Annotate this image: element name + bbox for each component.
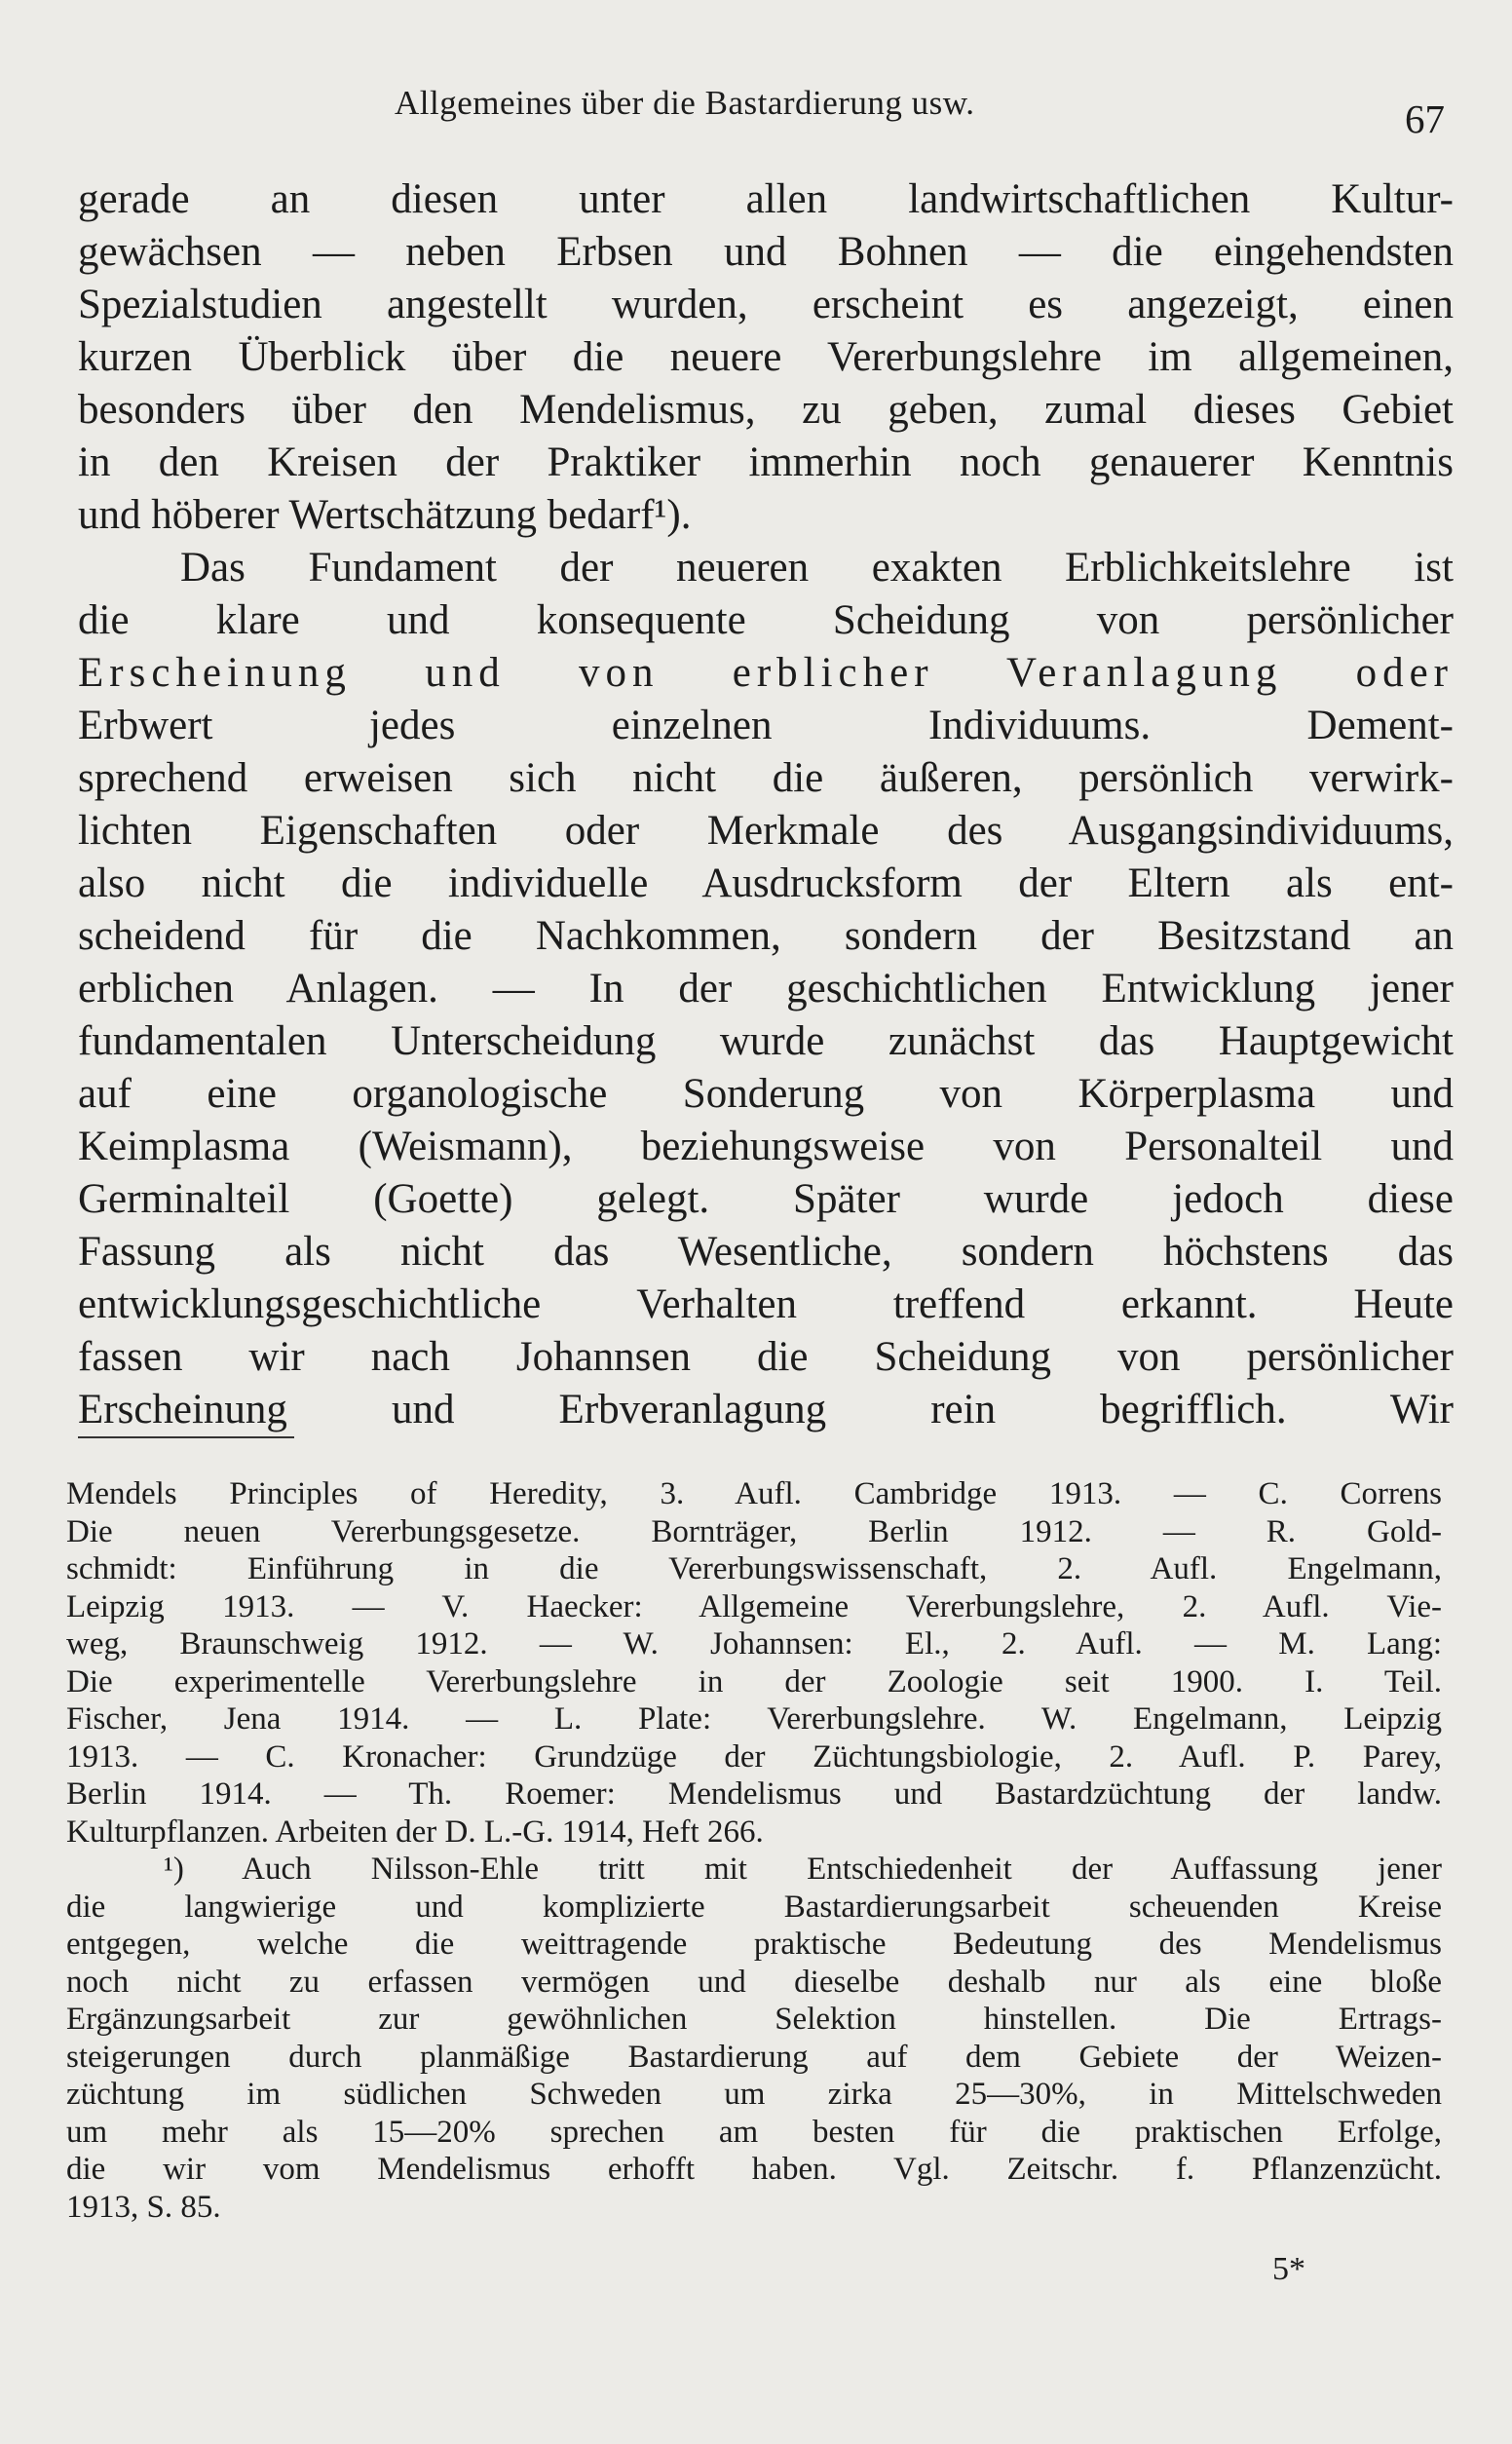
footnote-line: Die neuen Vererbungsgesetze. Bornträger, Berlin 1912. — R. Gold- — [66, 1513, 1442, 1549]
text-line: und höberer Wertschätzung bedarf¹). — [78, 492, 692, 538]
text-line: Erscheinung und Erbveranlagung rein begrifflich. Wir — [78, 1387, 1454, 1432]
text-line: fundamentalen Unterscheidung wurde zunächst das Hauptgewicht — [78, 1018, 1454, 1064]
footnote-line: weg, Braunschweig 1912. — W. Johannsen: El., 2. Aufl. — M. Lang: — [66, 1626, 1442, 1661]
footnote-line: 1913, S. 85. — [66, 2189, 221, 2225]
text-line: scheidend für die Nachkommen, sondern der Besitzstand an — [78, 913, 1454, 959]
main-text — [78, 173, 1454, 1436]
footnote-line: Fischer, Jena 1914. — L. Plate: Vererbungslehre. W. Engelmann, Leipzig — [66, 1701, 1442, 1737]
footnote-line: Leipzig 1913. — V. Haecker: Allgemeine Vererbungslehre, 2. Aufl. Vie- — [66, 1588, 1442, 1624]
text-line: Das Fundament der neueren exakten Erblichkeitslehre ist — [180, 545, 1454, 591]
footnote-line: ¹) Auch Nilsson-Ehle tritt mit Entschiedenheit der Auffassung jener — [164, 1852, 1442, 1887]
text-line: Fassung als nicht das Wesentliche, sondern höchstens das — [78, 1229, 1454, 1275]
text-line: fassen wir nach Johannsen die Scheidung von persönlicher — [78, 1334, 1454, 1380]
footnote-line: Kulturpflanzen. Arbeiten der D. L.-G. 1914, Heft 266. — [66, 1814, 764, 1850]
running-title: Allgemeines über die Bastardierung usw. — [395, 84, 975, 122]
footnote-line: entgegen, welche die weittragende praktische Bedeutung des Mendelismus — [66, 1927, 1442, 1962]
text-line: entwicklungsgeschichtliche Verhalten treffend erkannt. Heute — [78, 1281, 1454, 1327]
text-line: in den Kreisen der Praktiker immerhin noch genauerer Kenntnis — [78, 439, 1454, 485]
footnote-line: Mendels Principles of Heredity, 3. Aufl. Cambridge 1913. — C. Correns — [66, 1476, 1442, 1511]
text-line: auf eine organologische Sonderung von Körperplasma und — [78, 1071, 1454, 1117]
footnote-line: Die experimentelle Vererbungslehre in der Zoologie seit 1900. I. Teil. — [66, 1663, 1442, 1699]
text-line: die klare und konsequente Scheidung von persönlicher — [78, 597, 1454, 643]
text-line: Erbwert jedes einzelnen Individuums. Dement- — [78, 703, 1454, 748]
text-line: lichten Eigenschaften oder Merkmale des Ausgangsindividuums, — [78, 808, 1454, 854]
footnote-line: noch nicht zu erfassen vermögen und dieselbe deshalb nur als eine bloße — [66, 1964, 1442, 2000]
text-line: Spezialstudien angestellt wurden, erscheint es angezeigt, einen — [78, 282, 1454, 327]
footnote-line: die wir vom Mendelismus erhofft haben. Vgl. Zeitschr. f. Pflanzenzücht. — [66, 2152, 1442, 2187]
footnote-line: die langwierige und komplizierte Bastardierungsarbeit scheuenden Kreise — [66, 1889, 1442, 1925]
text-line: Germinalteil (Goette) gelegt. Später wurde jedoch diese — [78, 1176, 1454, 1222]
footnote-line: 1913. — C. Kronacher: Grundzüge der Züchtungsbiologie, 2. Aufl. P. Parey, — [66, 1738, 1442, 1775]
text-line: gewächsen — neben Erbsen und Bohnen — die eingehendsten — [78, 229, 1454, 275]
text-line: kurzen Überblick über die neuere Vererbungslehre im allgemeinen, — [78, 334, 1454, 380]
footnote-line: schmidt: Einführung in die Vererbungswissenschaft, 2. Aufl. Engelmann, — [66, 1551, 1442, 1586]
footnote-line: um mehr als 15—20% sprechen am besten für die praktischen Erfolge, — [66, 2114, 1442, 2150]
text-line: Erscheinung und von erblicher Veranlagung oder — [78, 650, 1454, 696]
text-line: gerade an diesen unter allen landwirtschaftlichen Kultur- — [78, 176, 1454, 222]
footnote-line: züchtung im südlichen Schweden um zirka 25—30%, in Mittelschweden — [66, 2077, 1442, 2112]
text-line: Keimplasma (Weismann), beziehungsweise von Personalteil und — [78, 1124, 1454, 1169]
text-line: besonders über den Mendelismus, zu geben, zumal dieses Gebiet — [78, 387, 1454, 433]
text-line: erblichen Anlagen. — In der geschichtlichen Entwicklung jener — [78, 966, 1454, 1012]
page-number: 67 — [1405, 96, 1445, 141]
signature-mark: 5* — [1272, 2251, 1305, 2287]
text-line: also nicht die individuelle Ausdrucksform der Eltern als ent- — [78, 860, 1454, 906]
text-line: sprechend erweisen sich nicht die äußeren, persönlich verwirk- — [78, 755, 1454, 801]
footnote-line: Ergänzungsarbeit zur gewöhnlichen Selektion hinstellen. Die Ertrags- — [66, 2002, 1442, 2037]
footnotes — [66, 1475, 1442, 2226]
footnote-rule — [78, 1436, 294, 1438]
footnote-line: steigerungen durch planmäßige Bastardierung auf dem Gebiete der Weizen- — [66, 2039, 1442, 2075]
footnote-line: Berlin 1914. — Th. Roemer: Mendelismus und Bastardzüchtung der landw. — [66, 1776, 1442, 1812]
